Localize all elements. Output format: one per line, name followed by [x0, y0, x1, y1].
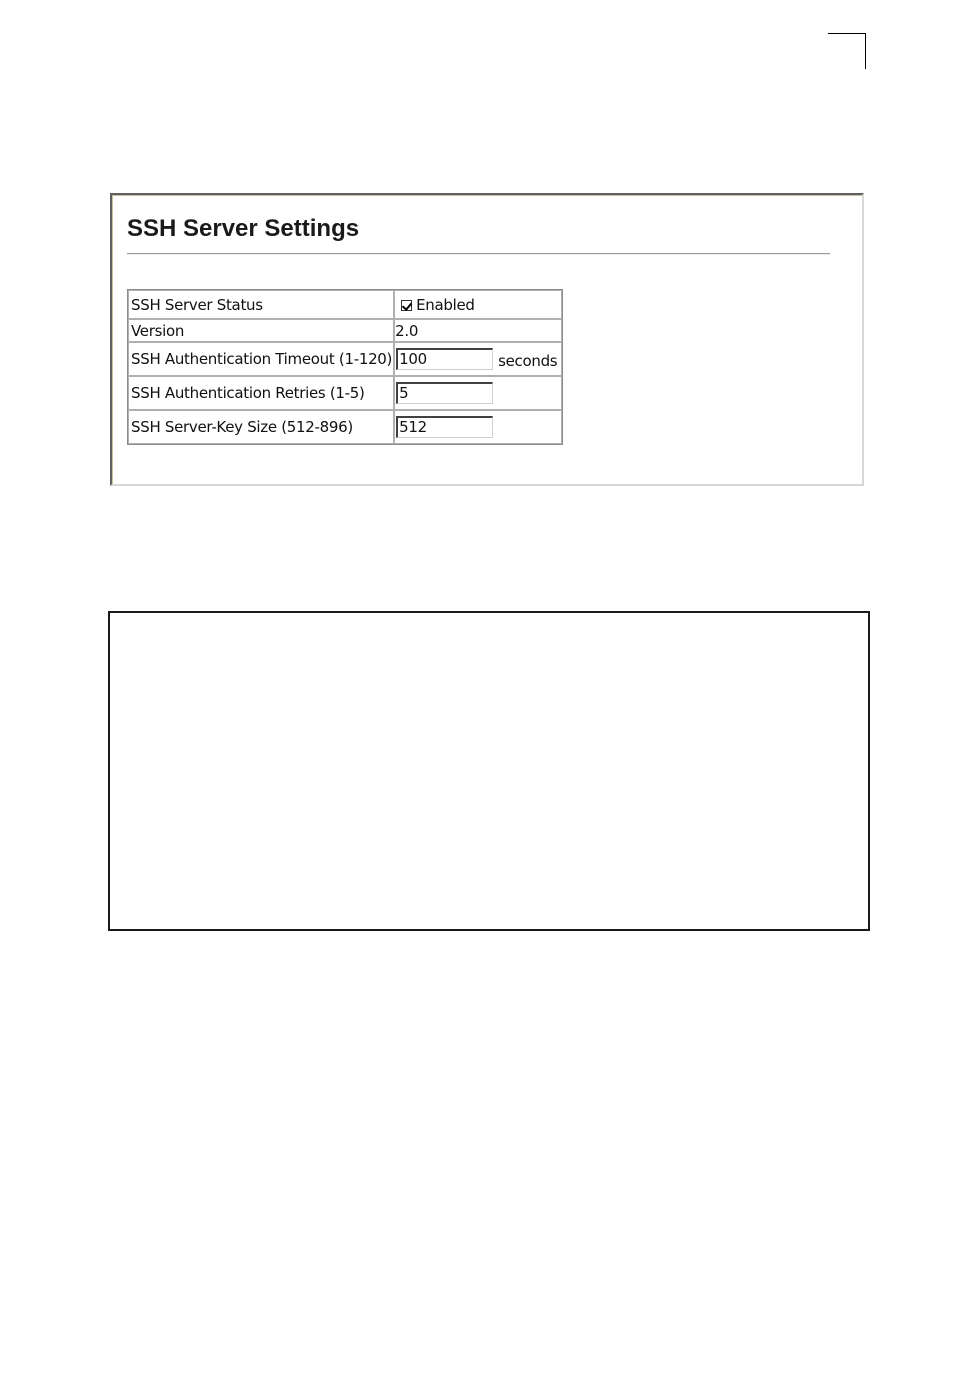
- table-row: [128, 376, 562, 410]
- auth-timeout-input[interactable]: 100: [396, 348, 493, 370]
- ssh-status-checkbox[interactable]: [401, 300, 412, 311]
- empty-bordered-box: [108, 611, 870, 931]
- row-label: SSH Authentication Timeout (1-120): [128, 342, 394, 376]
- row-label: SSH Server Status: [128, 290, 394, 319]
- table-row: [128, 410, 562, 444]
- row-label: Version: [128, 319, 394, 342]
- table-row: [128, 319, 562, 342]
- page-title: SSH Server Settings: [127, 215, 360, 242]
- row-value: [394, 290, 562, 319]
- row-label: SSH Server-Key Size (512-896): [128, 410, 394, 444]
- auth-retries-input[interactable]: 5: [396, 382, 493, 404]
- row-value: [394, 410, 562, 444]
- row-label: SSH Authentication Retries (1-5): [128, 376, 394, 410]
- row-value: [394, 376, 562, 410]
- checkbox-label: Enabled: [416, 295, 475, 314]
- server-key-size-input[interactable]: 512: [396, 416, 493, 438]
- title-divider: [127, 253, 830, 255]
- table-row: [128, 342, 562, 376]
- ssh-settings-panel: [110, 193, 864, 486]
- row-value: [394, 342, 562, 376]
- crop-mark: [828, 33, 866, 69]
- settings-table: [127, 289, 563, 445]
- table-row: [128, 290, 562, 319]
- timeout-unit: seconds: [498, 352, 558, 371]
- version-value: 2.0: [394, 319, 562, 342]
